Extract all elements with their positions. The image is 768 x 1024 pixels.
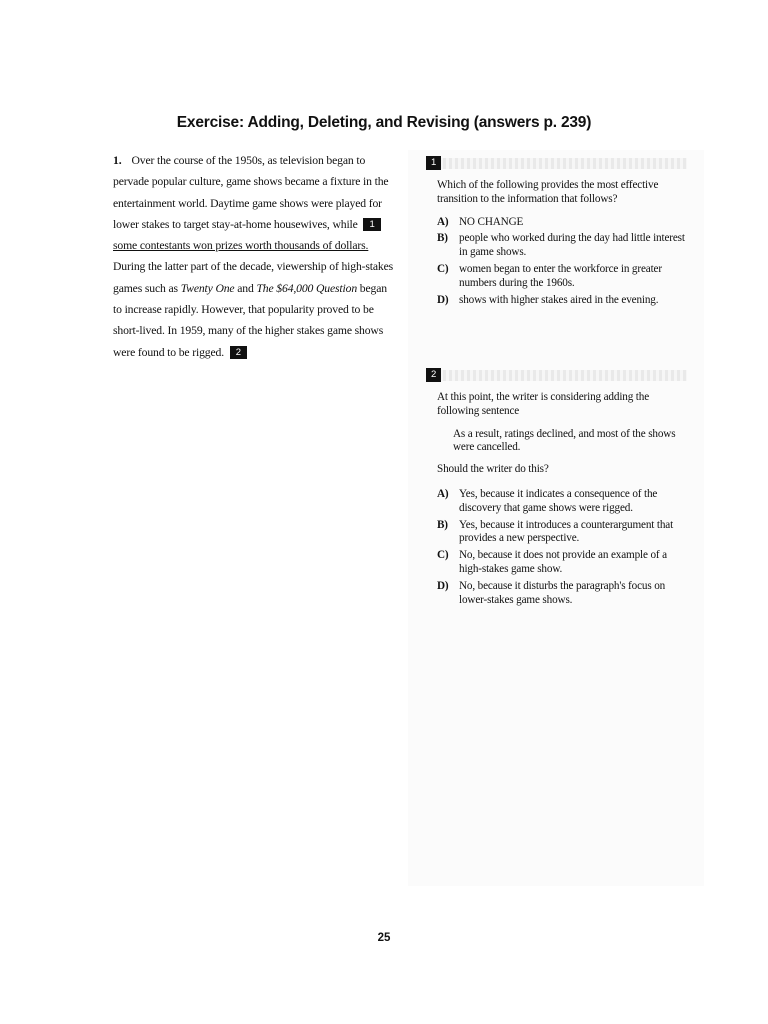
option-letter: A) [437,215,449,228]
question-2-prompt: At this point, the writer is considering adding the following sentence [437,391,650,417]
option-text: women began to enter the workforce in greater numbers during the 1960s. [459,262,662,289]
option-text: people who worked during the day had little interest in game shows. [459,232,685,259]
question-1-option-c[interactable] [437,263,687,291]
question-1-options [437,216,687,308]
option-letter: B) [437,232,448,245]
page-number: 25 [377,932,391,944]
question-2-options [437,488,687,607]
question-marker-2[interactable]: 2 [230,346,247,359]
option-letter: D) [437,579,449,592]
question-1-option-a[interactable] [437,216,687,230]
question-1-header [431,156,687,170]
passage-text-3: began to increase rapidly. However, that popularity proved to be short-lived. In 1959, many of the higher stakes game shows were found to be rigged. [113,281,387,359]
option-text: shows with higher stakes aired in the evening. [459,293,659,306]
show-title-1: Twenty One [180,281,235,295]
question-2-prompt-2: Should the writer do this? [437,463,549,476]
question-marker-1[interactable]: 1 [363,218,380,231]
option-letter: C) [437,549,449,562]
question-2-option-b[interactable] [437,519,687,547]
option-text: Yes, because it introduces a counterargument that provides a new perspective. [459,518,674,545]
question-2 [431,368,687,610]
question-1-option-d[interactable] [437,294,687,308]
question-2-number: 2 [426,368,441,382]
passage-text-2: During the latter part of the decade, viewership of high-stakes games such as [113,260,394,295]
question-1-option-b[interactable] [437,232,687,260]
question-1-prompt: Which of the following provides the most effective transition to the information that follows? [437,179,659,205]
passage [113,150,395,363]
question-2-header [431,368,687,382]
option-letter: C) [437,262,449,275]
passage-text-1: Over the course of the 1950s, as television began to pervade popular culture, game shows became a fixture in the entertainment world. Daytime game shows were played for lower stakes to target stay-at-home housewives, while [113,154,389,231]
question-2-option-a[interactable] [437,488,687,516]
option-letter: A) [437,487,449,500]
question-2-option-d[interactable] [437,580,687,608]
show-title-2: The $64,000 Question [256,281,358,295]
option-text: NO CHANGE [459,215,524,228]
question-1 [431,156,687,310]
page-title: Exercise: Adding, Deleting, and Revising (answers p. 239) [176,114,592,131]
option-letter: D) [437,293,449,306]
question-2-option-c[interactable] [437,549,687,577]
option-letter: B) [437,518,448,531]
underlined-phrase: some contestants won prizes worth thousands of dollars. [113,239,369,253]
question-2-header-shade [437,370,687,381]
option-text: No, because it disturbs the paragraph's focus on lower-stakes game shows. [459,579,666,606]
passage-number: 1. [113,154,122,167]
question-1-header-shade [437,158,687,169]
question-2-proposed-sentence: As a result, ratings declined, and most of the shows were cancelled. [453,427,676,454]
question-1-number: 1 [426,156,441,170]
option-text: Yes, because it indicates a consequence of the discovery that game shows were rigged. [459,487,658,514]
option-text: No, because it does not provide an example of a high-stakes game show. [459,549,667,575]
passage-and: and [234,281,257,295]
